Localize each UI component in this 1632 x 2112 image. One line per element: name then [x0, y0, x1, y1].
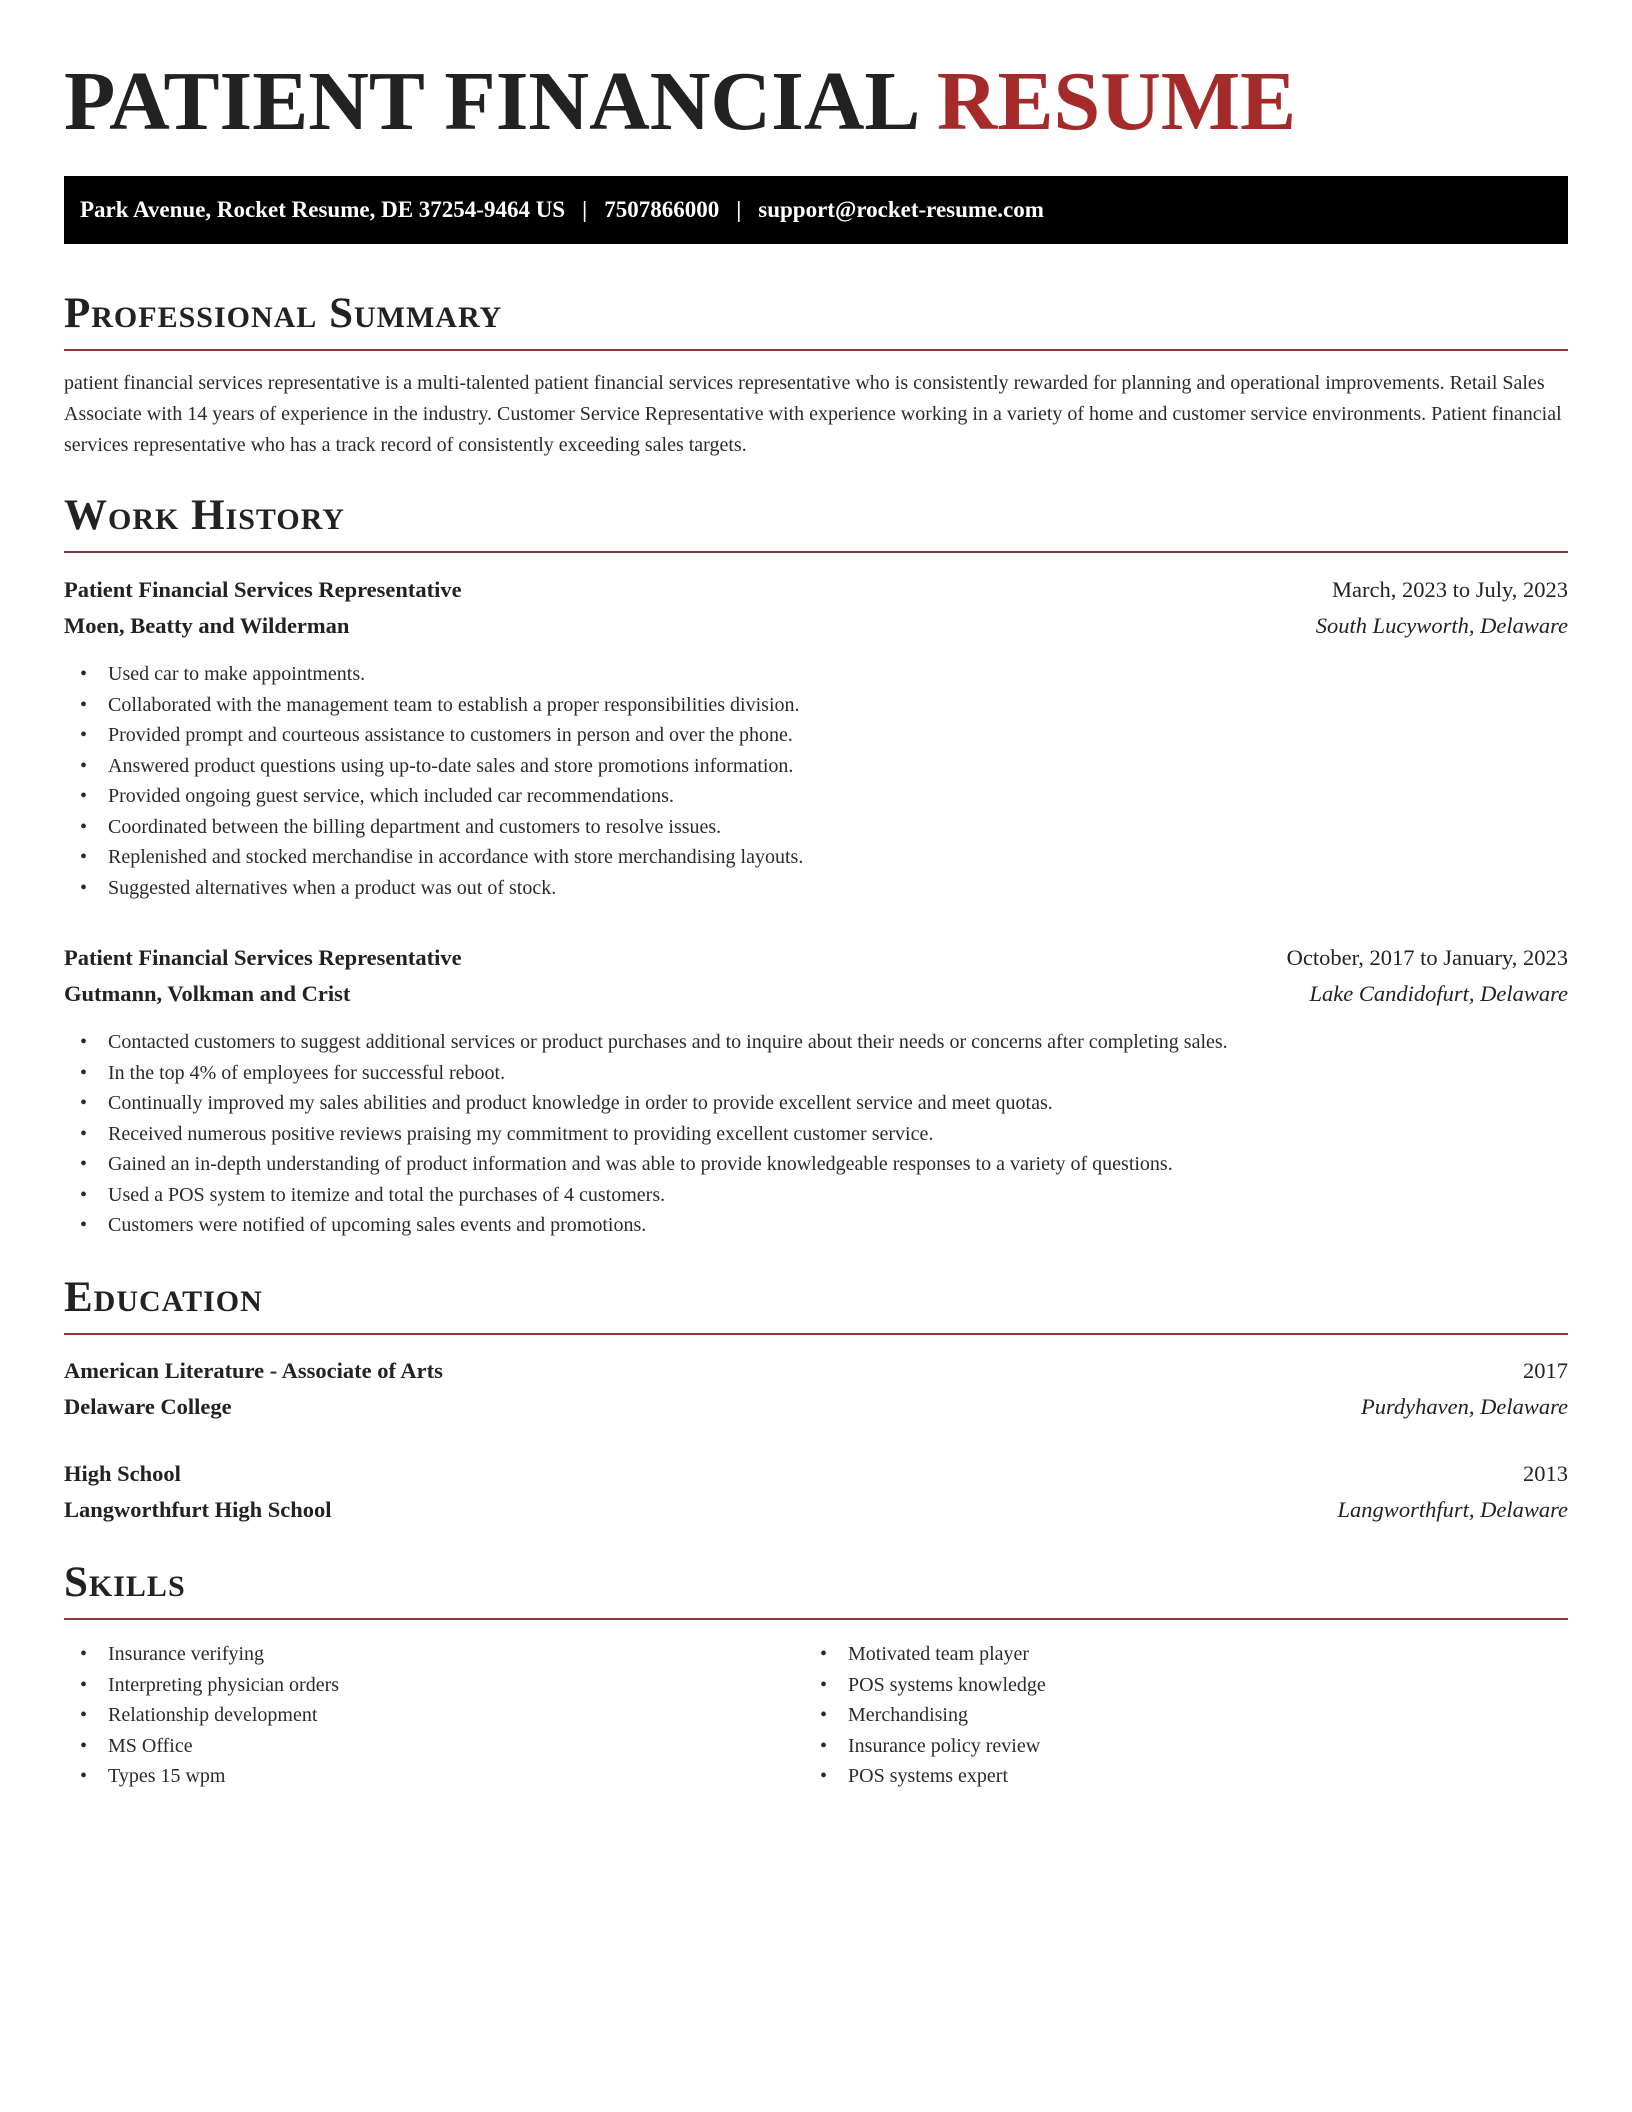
contact-address: Park Avenue, Rocket Resume, DE 37254-9464 US: [80, 197, 566, 222]
list-item: • Answered product questions using up-to-date sales and store promotions information.: [64, 751, 1568, 782]
education-school-row: [64, 1492, 1568, 1528]
skills-section-heading: [64, 1561, 1568, 1620]
education-location: Purdyhaven, Delaware: [1360, 1394, 1568, 1419]
education-heading: Education: [64, 1274, 263, 1321]
summary-text: patient financial services representative is a multi-talented patient financial services representative who is consistently rewarded for planning and operational improvements. Retail Sales Associate with 14 years of experience in the industry. Customer Service Representative with experience working in a variety of home and customer service environments. Patient financial services representative who has a track record of consistently exceeding sales targets.: [64, 372, 1562, 456]
job-title-row: [64, 940, 1568, 976]
education-year: 2013: [1523, 1461, 1568, 1486]
contact-bar: [64, 176, 1568, 244]
list-item: • Gained an in-depth understanding of product information and was able to provide knowledgeable responses to a variety of questions.: [64, 1149, 1568, 1180]
skill-item: • Insurance policy review: [804, 1731, 1632, 1762]
resume-title: [64, 55, 1297, 148]
education-school: Langworthfurt High School: [64, 1497, 332, 1522]
title-main: PATIENT FINANCIAL: [64, 55, 916, 148]
skills-list-right: [804, 1639, 1632, 1792]
list-item: • Provided prompt and courteous assistance to customers in person and over the phone.: [64, 720, 1568, 751]
education-degree: High School: [64, 1461, 181, 1486]
work-heading: Work History: [64, 492, 345, 539]
list-item: • Collaborated with the management team to establish a proper responsibilities division.: [64, 690, 1568, 721]
list-item: • Used a POS system to itemize and total the purchases of 4 customers.: [64, 1180, 1568, 1211]
list-item: • Contacted customers to suggest additional services or product purchases and to inquire about their needs or concerns after completing sales.: [64, 1027, 1568, 1058]
education-section-heading: [64, 1276, 1568, 1335]
job-dates: October, 2017 to January, 2023: [1286, 945, 1568, 970]
contact-phone: 7507866000: [604, 197, 720, 222]
job-bullets: [64, 659, 1568, 903]
list-item: • Used car to make appointments.: [64, 659, 1568, 690]
education-degree-row: [64, 1353, 1568, 1389]
list-item: • Suggested alternatives when a product was out of stock.: [64, 873, 1568, 904]
job-company-row: [64, 608, 1568, 644]
education-degree: American Literature - Associate of Arts: [64, 1358, 443, 1383]
job-company: Gutmann, Volkman and Crist: [64, 981, 351, 1006]
contact-email: support@rocket-resume.com: [758, 197, 1044, 222]
education-year: 2017: [1523, 1358, 1568, 1383]
skill-item: • POS systems expert: [804, 1761, 1632, 1792]
education-location: Langworthfurt, Delaware: [1337, 1497, 1568, 1522]
job-company-row: [64, 976, 1568, 1012]
job-title-row: [64, 572, 1568, 608]
skill-item: • Motivated team player: [804, 1639, 1632, 1670]
list-item: • Replenished and stocked merchandise in accordance with store merchandising layouts.: [64, 842, 1568, 873]
list-item: • Received numerous positive reviews praising my commitment to providing excellent customer service.: [64, 1119, 1568, 1150]
list-item: • Coordinated between the billing department and customers to resolve issues.: [64, 812, 1568, 843]
summary-heading: Professional Summary: [64, 290, 503, 337]
education-degree-row: [64, 1456, 1568, 1492]
skill-item: • Insurance verifying: [64, 1639, 1568, 1670]
skill-item: • Merchandising: [804, 1700, 1632, 1731]
contact-separator: |: [736, 197, 742, 222]
job-location: Lake Candidofurt, Delaware: [1309, 981, 1568, 1006]
skill-item: • MS Office: [64, 1731, 1568, 1762]
skills-heading: Skills: [64, 1559, 186, 1606]
education-school-row: [64, 1389, 1568, 1425]
job-title: Patient Financial Services Representative: [64, 577, 462, 602]
list-item: • Provided ongoing guest service, which included car recommendations.: [64, 781, 1568, 812]
job-bullets: [64, 1027, 1568, 1241]
contact-separator: |: [582, 197, 588, 222]
job-dates: March, 2023 to July, 2023: [1331, 577, 1568, 602]
title-accent: RESUME: [936, 55, 1297, 148]
list-item: • Continually improved my sales abilities and product knowledge in order to provide excellent service and meet quotas.: [64, 1088, 1568, 1119]
skill-item: • Interpreting physician orders: [64, 1670, 1568, 1701]
skill-item: • POS systems knowledge: [804, 1670, 1632, 1701]
education-school: Delaware College: [64, 1394, 232, 1419]
job-location: South Lucyworth, Delaware: [1315, 613, 1568, 638]
list-item: • Customers were notified of upcoming sales events and promotions.: [64, 1210, 1568, 1241]
skill-item: • Relationship development: [64, 1700, 1568, 1731]
job-company: Moen, Beatty and Wilderman: [64, 613, 350, 638]
summary-section-heading: [64, 292, 1568, 351]
list-item: • In the top 4% of employees for successful reboot.: [64, 1058, 1568, 1089]
work-section-heading: [64, 494, 1568, 553]
skill-item: • Types 15 wpm: [64, 1761, 1568, 1792]
job-title: Patient Financial Services Representative: [64, 945, 462, 970]
